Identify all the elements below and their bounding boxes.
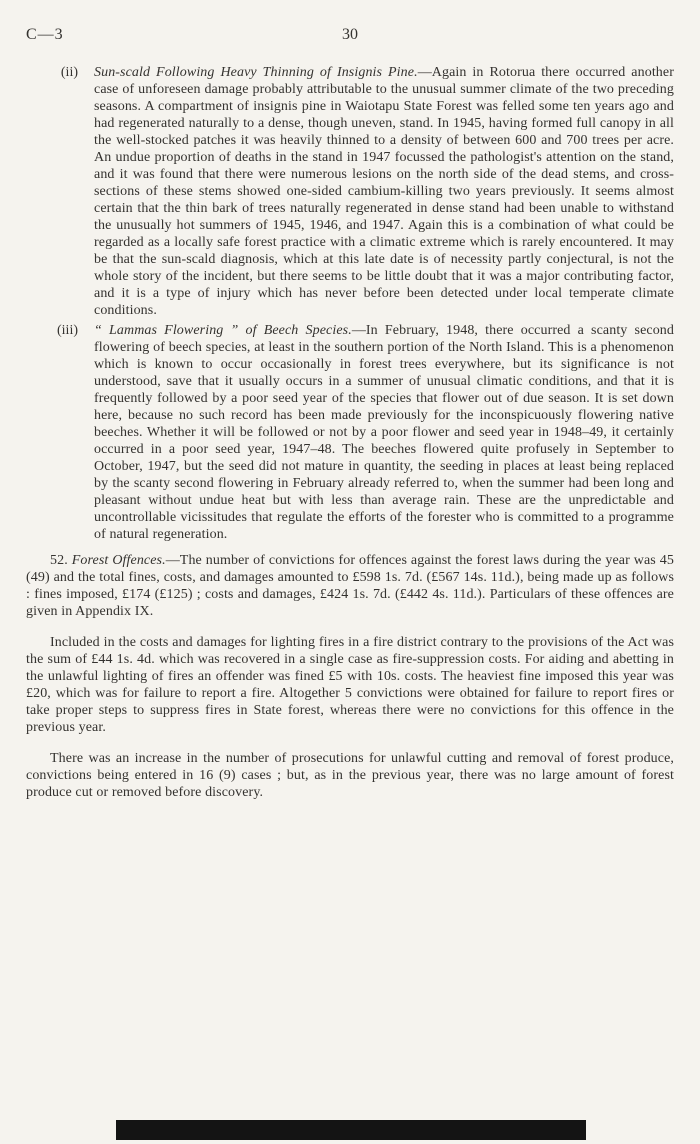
page-header xyxy=(26,26,674,48)
paragraph-forest-offences xyxy=(26,552,674,620)
header-corner-mark: C—3 xyxy=(26,26,64,43)
list-item-ii-body: —Again in Rotorua there occurred another case of unforeseen damage probably attributable to the unusual summer climate of the two preceding seasons. A compartment of insignis pine in Waiotapu State Forest was felled some ten years ago and had regenerated naturally to a dense, though uneven, stand. In 1945, having formed full canopy in all the well-stocked patches it was heavily thinned to a density of between 600 and 700 trees per acre. An undue proportion of deaths in the stand in 1947 focussed the pathologist's attention on the stand, and it was found that there were numerous lesions on the north side of the dead stems, and cross-sections of these stems showed one-sided cambium-killing two years previously. It seems almost certain that the thin bark of trees naturally regenerated in dense stand had been unable to withstand the unusually hot summers of 1945, 1946, and 1947. Again this is a combination of what could be regarded as a locally safe forest practice with a climatic extreme which is rarely encountered. It may be that the sun-scald diagnosis, which at this late date is of necessity partly conjectural, is not the whole story of the incident, but there seems to be little doubt that it was a major contributing factor, and it is a type of injury which has never before been detected under local temperate climate conditions. xyxy=(94,65,674,318)
scan-artifact-bar xyxy=(116,1120,586,1140)
paragraph-unlawful-cutting-body: There was an increase in the number of prosecutions for unlawful cutting and removal of forest produce, convictions being entered in 16 (9) cases ; but, as in the previous year, there was no large amount of forest produce cut or removed before discovery. xyxy=(26,751,674,800)
paragraph-unlawful-cutting xyxy=(26,750,674,801)
paragraph-fire-costs xyxy=(26,634,674,736)
paragraph-fire-costs-body: Included in the costs and damages for lighting fires in a fire district contrary to the provisions of the Act was the sum of £44 1s. 4d. which was recovered in a single case as fire-suppression costs. For aiding and abetting in the unlawful lighting of fires an offender was fined £5 with 10s. costs. The heaviest fine imposed this year was £20, which was for failure to report a fire. Altogether 5 convictions were obtained for failure to report fires or take proper steps to suppress fires in State forest, whereas there were no convictions for this offence in the previous year. xyxy=(26,635,674,735)
list-item-ii-title: Sun-scald Following Heavy Thinning of Insignis Pine. xyxy=(94,65,418,80)
list-item-iii xyxy=(26,322,674,543)
list-item-iii-title: “ Lammas Flowering ” of Beech Species. xyxy=(94,323,352,338)
page-number: 30 xyxy=(342,26,358,43)
paragraph-title: Forest Offences. xyxy=(71,553,166,568)
list-item-iii-label: (iii) xyxy=(57,323,78,338)
paragraph-number: 52. xyxy=(50,553,68,568)
list-item-ii xyxy=(26,64,674,319)
paragraph-forest-offences-body: —The number of convictions for offences against the forest laws during the year was 45 (49) and the total fines, costs, and damages amounted to £598 1s. 7d. (£567 14s. 11d.), being made up as follows : fines imposed, £174 (£125) ; costs and damages, £424 1s. 7d. (£442 4s. 11d.). Particulars of these offences are given in Appendix IX. xyxy=(26,553,674,619)
list-item-iii-text xyxy=(94,322,674,543)
list-item-iii-body: —In February, 1948, there occurred a scanty second flowering of beech species, at least in the southern portion of the North Island. This is a phenomenon which is known to occur occasionally in forest trees everywhere, but its significance is not understood, save that it usually occurs in a summer of unusual climatic conditions, and that it is frequently followed by a poor seed year of the species that flower out of due season. It is set down here, because no such record has been made previously for the inconspicuously flowering native beeches. Whether it will be followed or not by a poor flower and seed year in 1948–49, it certainly occurred in a poor seed year, 1947–48. The beeches flowered quite profusely in September to October, 1947, but the seed did not mature in quantity, the seeding in places at least being replaced by the scanty second flowering in February already referred to, when the summer had been long and pleasant without undue heat but with less than average rain. These are the unpredictable and uncontrollable vicissitudes that regulate the efforts of the forester who is committed to a programme of natural regeneration. xyxy=(94,323,674,542)
list-item-ii-text xyxy=(94,64,674,319)
list-item-ii-label: (ii) xyxy=(60,65,78,80)
